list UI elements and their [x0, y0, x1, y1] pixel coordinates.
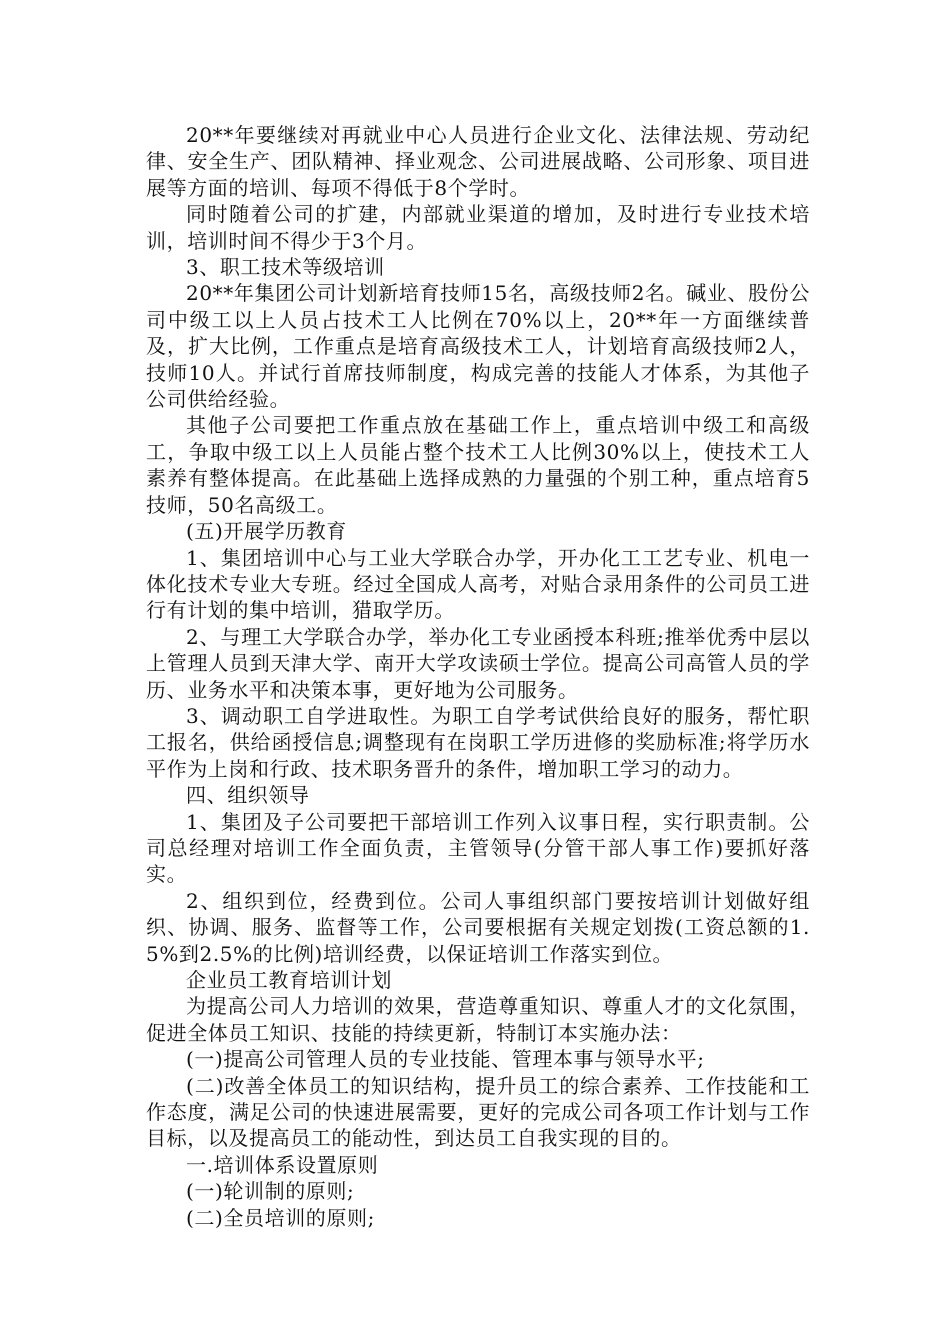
paragraph-responsibility: 1、集团及子公司要把干部培训工作列入议事日程，实行职责制。公司总经理对培训工作全面负责，主管领导(分管干部人事工作)要抓好落实。	[146, 809, 810, 887]
heading-principles: 一.培训体系设置原则	[186, 1152, 379, 1177]
heading-organization-leadership: 四、组织领导	[186, 783, 310, 808]
paragraph-technician-plan: 20**年集团公司计划新培育技师15名，高级技师2名。碱业、股份公司中级工以上人员占技术工人比例在70%以上，20**年一方面继续普及，扩大比例，工作重点是培育高级技术工人，计划培育高级技师2人，技师10人。并试行首席技师制度，构成完善的技能人才体系，为其他子公司供给经验。	[146, 281, 810, 412]
heading-skill-level-training: 3、职工技术等级培训	[186, 255, 385, 280]
paragraph-goal-two: (二)改善全体员工的知识结构，提升员工的综合素养、工作技能和工作态度，满足公司的快速进展需要，更好的完成公司各项工作计划与工作目标，以及提高员工的能动性，到达员工自我实现的目的。	[146, 1073, 810, 1151]
paragraph-goal-one: (一)提高公司管理人员的专业技能、管理本事与领导水平;	[186, 1047, 705, 1072]
heading-education: (五)开展学历教育	[186, 519, 348, 544]
paragraph-reemployment-training: 20**年要继续对再就业中心人员进行企业文化、法律法规、劳动纪律、安全生产、团队精神、择业观念、公司进展战略、公司形象、项目进展等方面的培训、每项不得低于8个学时。	[146, 123, 810, 200]
paragraph-university-program: 2、与理工大学联合办学，举办化工专业函授本科班;推举优秀中层以上管理人员到天津大学、南开大学攻读硕士学位。提高公司高管人员的学历、业务水平和决策本事，更好地为公司服务。	[146, 624, 810, 702]
paragraph-college-program: 1、集团培训中心与工业大学联合办学，开办化工工艺专业、机电一体化技术专业大专班。经过全国成人高考，对贴合录用条件的公司员工进行有计划的集中培训，猎取学历。	[146, 545, 810, 623]
paragraph-funding: 2、组织到位，经费到位。公司人事组织部门要按培训计划做好组织、协调、服务、监督等工作，公司要根据有关规定划拨(工资总额的1.5%到2.5%的比例)培训经费，以保证培训工作落实到位。	[146, 888, 810, 966]
paragraph-principle-two: (二)全员培训的原则;	[186, 1205, 375, 1230]
paragraph-professional-training: 同时随着公司的扩建，内部就业渠道的增加，及时进行专业技术培训，培训时间不得少于3个月。	[146, 202, 810, 253]
paragraph-plan-intro: 为提高公司人力培训的效果，营造尊重知识、尊重人才的文化氛围，促进全体员工知识、技能的持续更新，特制订本实施办法：	[146, 994, 810, 1045]
heading-training-plan: 企业员工教育培训计划	[186, 968, 392, 992]
paragraph-subsidiary-focus: 其他子公司要把工作重点放在基础工作上，重点培训中级工和高级工，争取中级工以上人员能占整个技术工人比例30%以上，使技术工人素养有整体提高。在此基础上选择成熟的力量强的个别工种，重点培育5技师，50名高级工。	[146, 413, 810, 517]
paragraph-self-study: 3、调动职工自学进取性。为职工自学考试供给良好的服务，帮忙职工报名，供给函授信息;调整现有在岗职工学历进修的奖励标准;将学历水平作为上岗和行政、技术职务晋升的条件，增加职工学习的动力。	[146, 703, 810, 781]
document-body	[146, 122, 810, 1231]
paragraph-principle-one: (一)轮训制的原则;	[186, 1179, 355, 1204]
